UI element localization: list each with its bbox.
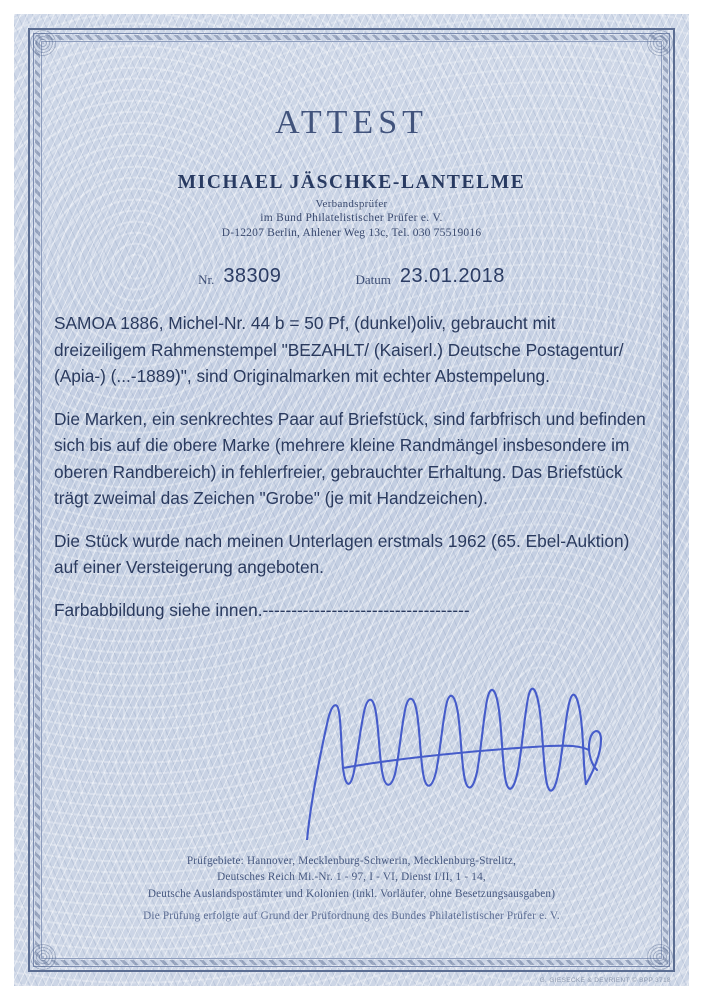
certificate-paper	[14, 14, 689, 986]
certificate-body	[54, 310, 649, 623]
footer	[54, 853, 649, 923]
corner-rosette-top-left	[30, 30, 56, 56]
certificate-date-value: 23.01.2018	[399, 265, 505, 287]
expert-association: im Bund Philatelistischer Prüfer e. V.	[260, 212, 443, 224]
body-paragraph: Farbabbildung siehe innen.------------------------------------	[54, 599, 470, 620]
footer-note: Die Prüfung erfolgte auf Grund der Prüfordnung des Bundes Philatelistischer Prüfer e. V.	[143, 910, 560, 922]
certificate-date-label: Datum	[355, 272, 391, 287]
expert-address: D-12207 Berlin, Ahlener Weg 13c, Tel. 030 75519016	[221, 227, 482, 239]
signature	[249, 650, 649, 840]
certificate-number	[198, 265, 281, 288]
footer-line: Deutsches Reich Mi.-Nr. 1 - 97, I - VI, Dienst I/II, 1 - 14,	[217, 871, 486, 883]
footer-line: Deutsche Auslandspostämter und Kolonien (inkl. Vorläufer, ohne Besetzungsausgaben)	[147, 887, 556, 900]
corner-rosette-top-right	[647, 30, 673, 56]
signature-icon	[249, 650, 649, 840]
body-paragraph: SAMOA 1886, Michel-Nr. 44 b = 50 Pf, (dunkel)oliv, gebraucht mit dreizeiligem Rahmenstempel "BEZAHLT/ (Kaiserl.) Deutsche Postagentur/ (Apia-) (...-1889)", sind Originalmarken mit echter Abstempelung.	[54, 313, 624, 386]
corner-rosette-bottom-right	[647, 944, 673, 970]
certificate-number-value: 38309	[223, 265, 282, 287]
footer-line: Prüfgebiete: Hannover, Mecklenburg-Schwerin, Mecklenburg-Strelitz,	[186, 854, 517, 867]
certificate-content	[54, 50, 649, 950]
certificate-meta-row	[54, 265, 649, 288]
body-paragraph: Die Stück wurde nach meinen Unterlagen erstmals 1962 (65. Ebel-Auktion) auf einer Versteigerung angeboten.	[54, 530, 630, 577]
expert-role: Verbandsprüfer	[315, 198, 388, 210]
certificate-date	[355, 265, 505, 288]
printer-imprint: G. GIESECKE & DEVRIENT © BPP 3718	[539, 977, 671, 984]
certificate-number-label: Nr.	[198, 272, 215, 287]
corner-rosette-bottom-left	[30, 944, 56, 970]
page-title: ATTEST	[275, 104, 428, 141]
expert-name: MICHAEL JÄSCHKE-LANTELME	[177, 172, 526, 193]
body-paragraph: Die Marken, ein senkrechtes Paar auf Briefstück, sind farbfrisch und befinden sich bis auf die obere Marke (mehrere kleine Randmängel insbesondere im oberen Randbereich) in fehlerfreier, gebrauchter Erhaltung. Das Briefstück trägt zweimal das Zeichen "Grobe" (je mit Handzeichen).	[54, 408, 646, 508]
